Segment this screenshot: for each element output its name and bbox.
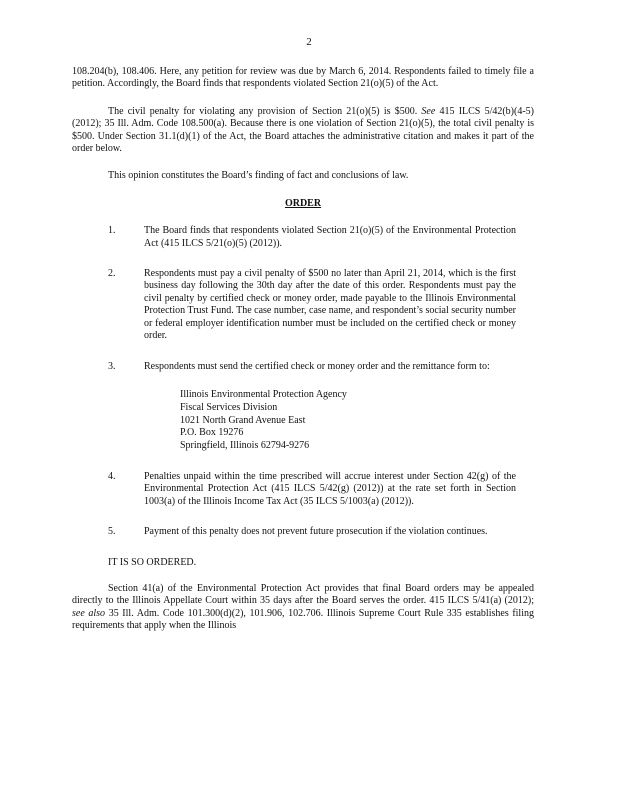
civil-penalty-text-start: The civil penalty for violating any provision of Section 21(o)(5) is $500. [108,105,418,117]
see-also-signal: see also [72,607,106,619]
paragraph-petition-deadline: 108.204(b), 108.406. Here, any petition for review was due by March 6, 2014. Respondents failed to timely file a petition. Accordingly, the Board finds that respondents violated Section 21(o)(5) of the Act. [72,66,534,90]
order-item-text: Payment of this penalty does not prevent future prosecution if the violation continues. [144,526,488,538]
order-item-number: 4. [108,470,116,482]
address-line-division: Fiscal Services Division [180,401,278,413]
appeal-text-rest: 35 Ill. Adm. Code 101.300(d)(2), 101.906, 102.706. Illinois Supreme Court Rule 335 establishes filing requirements that apply when the Illinois [72,607,534,632]
civil-penalty-text-rest: 415 ILCS 5/42(b)(4-5) (2012); 35 Ill. Adm. Code 108.500(a). Because there is one violation of Section 21(o)(5), the total civil penalty is $500. Under Section 31.1(d)(1) of the Act, the Board attaches the administrative citation and makes it part of the order below. [72,105,534,155]
order-item-3 [72,361,534,453]
appeal-text-start: Section 41(a) of the Environmental Protection Act provides that final Board orders may be appealed directly to the Illinois Appellate Court within 35 days after the Board serves the order. 415 ILCS 5/41(a) (2012); [72,582,534,607]
order-item-text: The Board finds that respondents violated Section 21(o)(5) of the Environmental Protection Act (415 ILCS 5/21(o)(5) (2012)). [144,225,516,249]
order-item-number: 3. [108,360,116,372]
order-item-2 [72,268,534,342]
order-item-4 [72,471,534,508]
order-item-text: Penalties unpaid within the time prescribed will accrue interest under Section 42(g) of the Environmental Protection Act (415 ILCS 5/42(g) (2012)) at the rate set forth in Section 1003(a) of the Illinois Income Tax Act (35 ILCS 5/1003(a) (2012)). [144,470,516,507]
document-body [72,66,534,633]
page-number: 2 [306,36,312,48]
address-line-agency: Illinois Environmental Protection Agency [180,388,347,400]
paragraph-appeal-rights [72,583,534,633]
see-signal: See [421,105,436,117]
order-item-number: 5. [108,526,116,538]
order-item-1 [72,225,534,250]
order-item-text: Respondents must send the certified check or money order and the remittance form to: [144,360,490,372]
remittance-address [144,389,516,453]
order-list [72,225,534,538]
paragraph-findings: This opinion constitutes the Board’s finding of fact and conclusions of law. [108,170,409,182]
address-line-city: Springfield, Illinois 62794-9276 [180,440,310,452]
order-item-text: Respondents must pay a civil penalty of $500 no later than April 21, 2014, which is the first business day following the 30th day after the date of this order. Respondents must pay the civil penalty by certified check or money order, made payable to the Illinois Environmental Protection Trust Fund. The case number, case name, and respondent’s social security number or federal employer identification number must be included on the certified check or money order. [144,268,516,342]
order-item-number: 2. [108,268,116,280]
address-line-street: 1021 North Grand Avenue East [180,414,306,426]
paragraph-civil-penalty [72,106,534,156]
so-ordered-statement: IT IS SO ORDERED. [108,556,197,568]
order-item-number: 1. [108,225,116,237]
order-heading: ORDER [284,197,322,209]
order-item-5 [72,526,534,538]
address-line-po-box: P.O. Box 19276 [180,427,244,439]
